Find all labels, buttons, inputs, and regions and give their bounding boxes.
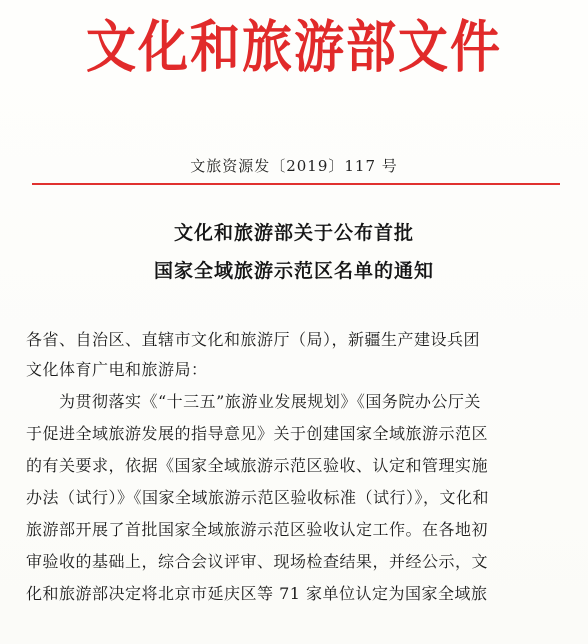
- body-line-9: 化和旅游部决定将北京市延庆区等 71 家单位认定为国家全域旅: [26, 584, 488, 603]
- body-line-2: 文化体育广电和旅游局：: [26, 360, 208, 379]
- notice-title-line-2: 国家全域旅游示范区名单的通知: [153, 260, 434, 282]
- body-line-4: 于促进全域旅游发展的指导意见》关于创建国家全域旅游示范区: [26, 424, 489, 443]
- body-line-1: 各省、自治区、直辖市文化和旅游厅（局），新疆生产建设兵团: [26, 330, 481, 349]
- body-line-6: 办法（试行）》《国家全域旅游示范区验收标准（试行）》，文化和: [26, 488, 490, 507]
- masthead-title: 文化和旅游部文件: [86, 14, 502, 81]
- notice-title-line-1: 文化和旅游部关于公布首批: [173, 222, 414, 244]
- body-line-7: 旅游部开展了首批国家全域旅游示范区验收认定工作。在各地初: [26, 520, 489, 539]
- body-line-8: 审验收的基础上，综合会议评审、现场检查结果，并经公示，文: [26, 552, 489, 571]
- document-number: 文旅资源发〔2019〕117 号: [190, 157, 398, 175]
- body-line-5: 的有关要求，依据《国家全域旅游示范区验收、认定和管理实施: [26, 456, 489, 475]
- body-line-3: 为贯彻落实《“十三五”旅游业发展规划》《国务院办公厅关: [26, 392, 481, 411]
- red-divider-line: [32, 183, 560, 185]
